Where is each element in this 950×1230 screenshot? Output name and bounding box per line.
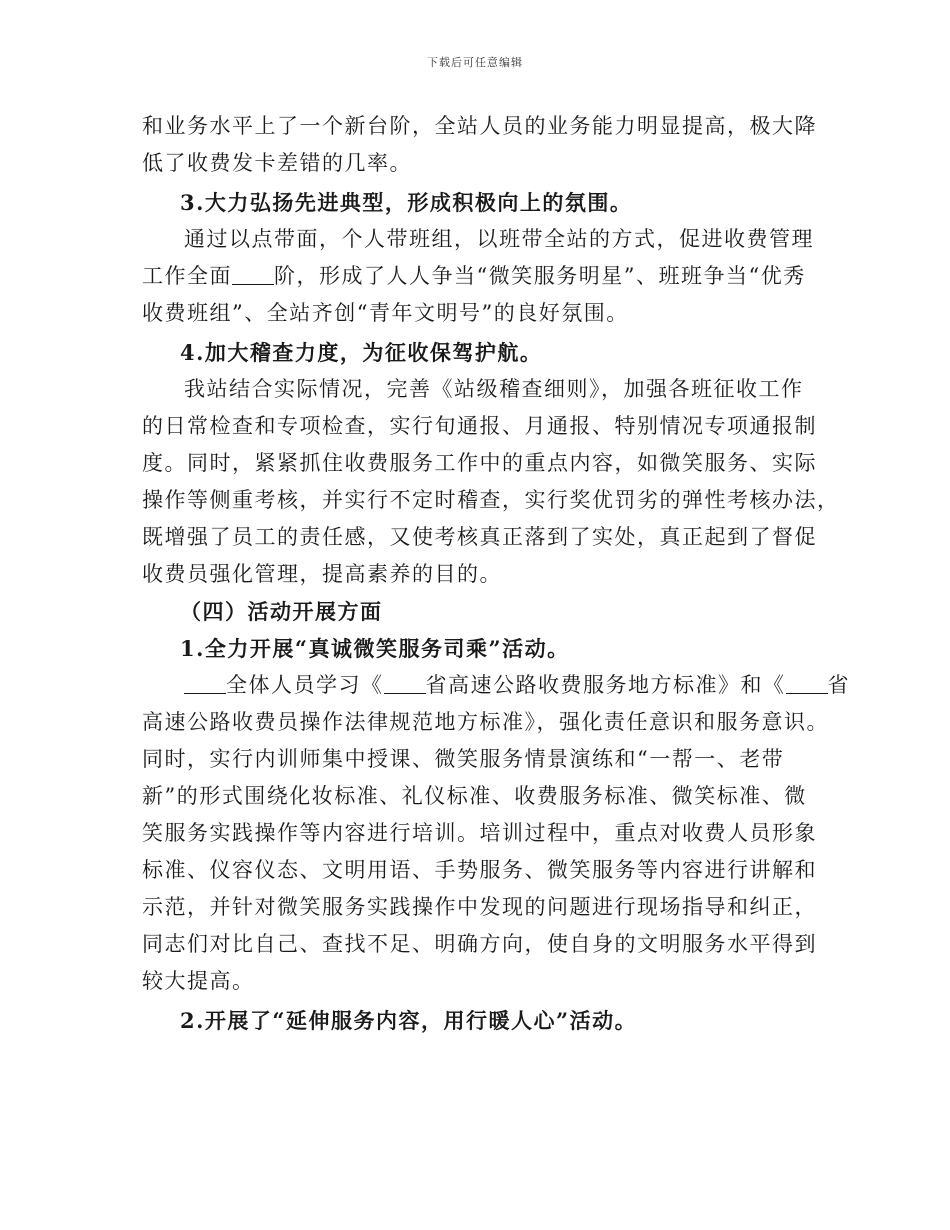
text-fragment: 省高速公路收费服务地方标准》和《 (425, 673, 786, 697)
paragraph-line: 我站结合实际情况，完善《站级稽查细则》，加强各班征收工作 (184, 377, 804, 401)
paragraph-line: 操作等侧重考核，并实行不定时稽查，实行奖优罚劣的弹性考核办法， (142, 488, 840, 512)
paragraph-line (142, 667, 850, 704)
paragraph-line: 和业务水平上了一个新台阶，全站人员的业务能力明显提高，极大降 (142, 114, 817, 138)
paragraph-line: 高速公路收费员操作法律规范地方标准》，强化责任意识和服务意识。 (142, 710, 829, 734)
paragraph-line: 的日常检查和专项检查，实行旬通报、月通报、特别情况专项通报制 (142, 414, 817, 438)
page-header-note: 下载后可任意编辑 (427, 56, 523, 69)
paragraph-line: 低了收费发卡差错的几率。 (142, 151, 412, 175)
text-fragment: 省 (827, 673, 850, 697)
paragraph-line: 度。同时，紧紧抓住收费服务工作中的重点内容，如微笑服务、实际 (142, 451, 817, 475)
paragraph-line: 同志们对比自己、查找不足、明确方向，使自身的文明服务水平得到 (142, 932, 817, 956)
blank-underline (184, 673, 226, 694)
text-fragment: 阶，形成了人人争当“微笑服务明星”、班班争当“优秀 (274, 264, 806, 288)
subheading-1: 1.全力开展“真诚微笑服务司乘”活动。 (180, 636, 570, 661)
blank-underline (786, 673, 828, 694)
text-fragment: 工作全面 (142, 264, 232, 288)
paragraph-line: 通过以点带面，个人带班组，以班带全站的方式，促进收费管理 (184, 227, 814, 251)
paragraph-line: 既增强了员工的责任感，又使考核真正落到了实处，真正起到了督促 (142, 525, 817, 549)
blank-underline (384, 673, 426, 694)
text-fragment: 全体人员学习《 (226, 673, 384, 697)
paragraph-line (142, 258, 822, 295)
paragraph-line: 笑服务实践操作等内容进行培训。培训过程中，重点对收费人员形象 (142, 821, 817, 845)
paragraph-line: 收费员强化管理，提高素养的目的。 (142, 562, 502, 586)
subheading-3: 3.大力弘扬先进典型，形成积极向上的氛围。 (180, 190, 633, 215)
paragraph-line: 示范，并针对微笑服务实践操作中发现的问题进行现场指导和纠正， (142, 895, 817, 919)
blank-underline (232, 264, 274, 285)
subheading-4: 4.加大稽查力度，为征收保驾护航。 (180, 340, 543, 365)
paragraph-line: 新”的形式围绕化妆标准、礼仪标准、收费服务标准、微笑标准、微 (142, 784, 807, 808)
paragraph-line: 收费班组”、全站齐创“青年文明号”的良好氛围。 (142, 301, 629, 325)
paragraph-line: 标准、仪容仪态、文明用语、手势服务、微笑服务等内容进行讲解和 (142, 858, 817, 882)
section-heading: （四）活动开展方面 (180, 599, 383, 624)
paragraph-line: 同时，实行内训师集中授课、微笑服务情景演练和“一帮一、老带 (142, 747, 785, 771)
paragraph-line: 较大提高。 (142, 969, 255, 993)
subheading-2: 2.开展了“延伸服务内容，用行暖人心”活动。 (180, 1008, 638, 1033)
document-body (142, 108, 850, 1039)
